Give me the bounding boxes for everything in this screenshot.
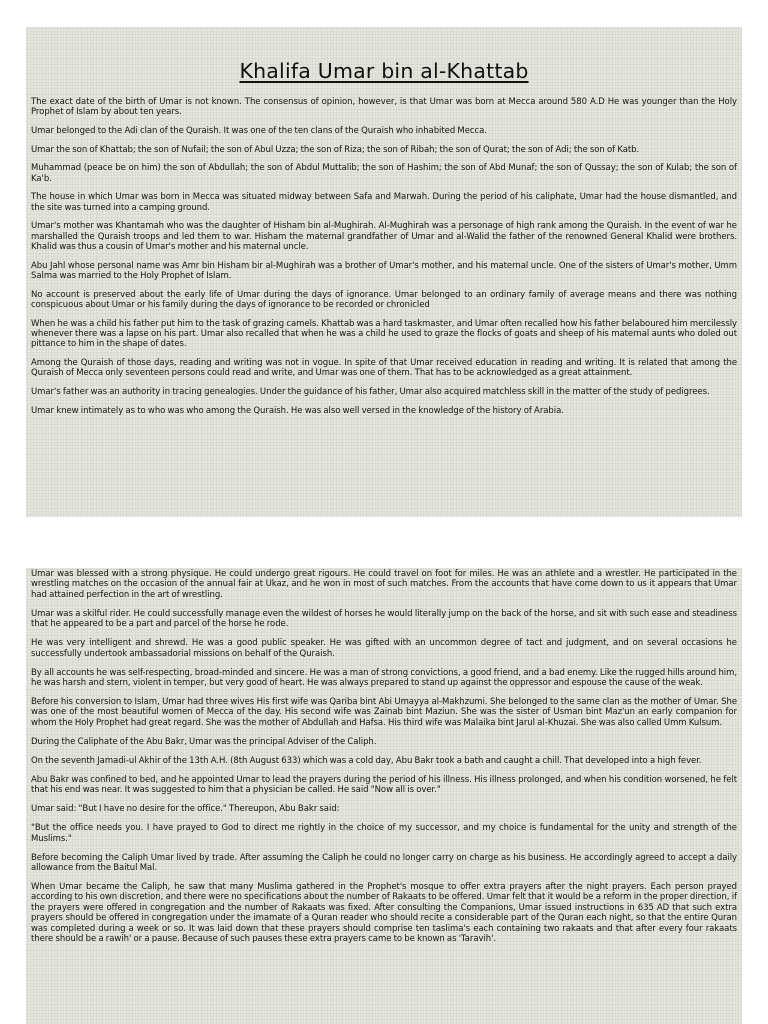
paragraph: Umar's mother was Khantamah who was the daughter of Hisham bin al-Mughirah. Al-Mughirah was a personage of high rank among the Quraish. In the event of war he marshalled the Quraish troops and led them to war. Hisham the maternal grandfather of Umar and al-Walid the father of the renowned General Khalid were brothers. Khalid was thus a cousin of Umar's mother and his maternal uncle. bbox=[31, 221, 737, 252]
paragraph: Abu Bakr was confined to bed, and he appointed Umar to lead the prayers during the period of his illness. His illness prolonged, and when his condition worsened, he felt that his end was near. It was suggested to him that a physician be called. He said "Now all is over." bbox=[31, 774, 737, 796]
paragraph: When Umar became the Caliph, he saw that many Muslima gathered in the Prophet's mosque to offer extra prayers after the night prayers. Each person prayed according to his own discretion, and there were no specifications about the number of Rakaats to be offered. Umar felt that it would be a reform in the proper direction, if the prayers were offered in congregation and the number of Rakaats was fixed. After consulting the Companions, Umar issued instructions in 635 AD that such extra prayers should be offered in congregation under the imamate of a Quran reader who should recite a considerable part of the Quran each night, so that the entire Quran was completed during a week or so. It was laid down that these prayers should comprise ten taslima's each containing two rakaats and that after every four rakaats there should be a rawih' or a pause. Because of such pauses these extra prayers came to be known as 'Taravih'. bbox=[31, 882, 737, 945]
page-title: Khalifa Umar bin al-Khattab bbox=[239, 59, 529, 83]
paragraph: Umar belonged to the Adi clan of the Quraish. It was one of the ten clans of the Quraish who inhabited Mecca. bbox=[31, 126, 487, 136]
paragraph: Umar said: "But I have no desire for the office." Thereupon, Abu Bakr said: bbox=[31, 804, 340, 815]
paragraph: Umar knew intimately as to who was who among the Quraish. He was also well versed in the knowledge of the history of Arabia. bbox=[31, 405, 564, 416]
paragraph: During the Caliphate of the Abu Bakr, Umar was the principal Adviser of the Caliph. bbox=[31, 736, 377, 747]
page-1-body bbox=[31, 97, 737, 416]
paragraph: Among the Quraish of those days, reading and writing was not in vogue. In spite of that Umar received education in reading and writing. It is related that among the Quraish of Mecca only seventeen persons could read and write, and Umar was one of them. That has to be acknowledged as a great attainment. bbox=[31, 358, 737, 379]
page-2-body bbox=[31, 569, 737, 945]
document-page-2 bbox=[26, 568, 742, 1024]
paragraph: No account is preserved about the early life of Umar during the days of ignorance. Umar belonged to an ordinary family of average means and there was nothing conspicuous about Umar or his family during the days of ignorance to be recorded or chronicled bbox=[31, 289, 737, 310]
paragraph: On the seventh Jamadi-ul Akhir of the 13th A.H. (8th August 633) which was a cold day, Abu Bakr took a bath and caught a chill. That developed into a high fever. bbox=[31, 755, 702, 766]
paragraph: The exact date of the birth of Umar is not known. The consensus of opinion, however, is that Umar was born at Mecca around 580 A.D He was younger than the Holy Prophet of Islam by about ten years. bbox=[31, 97, 737, 118]
paragraph: The house in which Umar was born in Mecca was situated midway between Safa and Marwah. During the period of his caliphate, Umar had the house dismantled, and the site was turned into a camping ground. bbox=[31, 192, 737, 213]
paragraph: Umar was a skilful rider. He could successfully manage even the wildest of horses he would literally jump on the back of the horse, and sit with such ease and steadiness that he appeared to be a part and parcel of the horse he rode. bbox=[31, 608, 737, 630]
paragraph: When he was a child his father put him to the task of grazing camels. Khattab was a hard taskmaster, and Umar often recalled how his father belaboured him mercilessly whenever there was a lapse on his part. Umar also recalled that when he was a child he used to graze the flocks of goats and sheep of his maternal aunts who doled out pittance to him in the shape of dates. bbox=[31, 318, 737, 350]
paragraph: Before becoming the Caliph Umar lived by trade. After assuming the Caliph he could no longer carry on charge as his business. He accordingly agreed to accept a daily allowance from the Baitul Mal. bbox=[31, 852, 737, 874]
paragraph: Before his conversion to Islam, Umar had three wives His first wife was Qariba bint Abi Umayya al-Makhzumi. She belonged to the same clan as the mother of Umar. She was one of the most beautiful women of Mecca of the day. His second wife was Zainab bint Maziun. She was the sister of Usman bint Maz'un an early companion for whom the Holy Prophet had great regard. She was the mother of Abdullah and Hafsa. His third wife was Malaika bint Jarul al-Khuzai. She was also called Umm Kulsum. bbox=[31, 697, 737, 728]
paragraph: Umar the son of Khattab; the son of Nufail; the son of Abul Uzza; the son of Riza; the son of Ribah; the son of Qurat; the son of Adi; the son of Katb. bbox=[31, 144, 640, 155]
paragraph: He was very intelligent and shrewd. He was a good public speaker. He was gifted with an uncommon degree of tact and judgment, and on several occasions he successfully undertook ambassadorial missions on behalf of the Quraish. bbox=[31, 638, 737, 659]
paragraph: By all accounts he was self-respecting, broad-minded and sincere. He was a man of strong convictions, a good friend, and a bad enemy. Like the rugged hills around him, he was harsh and stern, violent in temper, but very good of heart. He was always prepared to stand up against the oppressor and espouse the cause of the weak. bbox=[31, 667, 737, 689]
document-page-1 bbox=[26, 27, 742, 517]
paragraph: "But the office needs you. I have prayed to God to direct me rightly in the choice of my successor, and my choice is fundamental for the unity and strength of the Muslims." bbox=[31, 823, 737, 844]
paragraph: Umar was blessed with a strong physique. He could undergo great rigours. He could travel on foot for miles. He was an athlete and a wrestler. He participated in the wrestling matches on the occasion of the annual fair at Ukaz, and he won in most of such matches. From the accounts that have come down to us it appears that Umar had attained perfection in the art of wrestling. bbox=[31, 569, 737, 600]
paragraph: Abu Jahl whose personal name was Amr bin Hisham bir al-Mughirah was a brother of Umar's mother, and his maternal uncle. One of the sisters of Umar's mother, Umm Salma was married to the Holy Prophet of Islam. bbox=[31, 260, 737, 281]
paragraph: Umar's father was an authority in tracing genealogies. Under the guidance of his father, Umar also acquired matchless skill in the matter of the study of pedigrees. bbox=[31, 387, 710, 397]
paragraph: Muhammad (peace be on him) the son of Abdullah; the son of Abdul Muttalib; the son of Hashim; the son of Abd Munaf; the son of Qussay; the son of Kulab; the son of Ka'b. bbox=[31, 163, 737, 184]
